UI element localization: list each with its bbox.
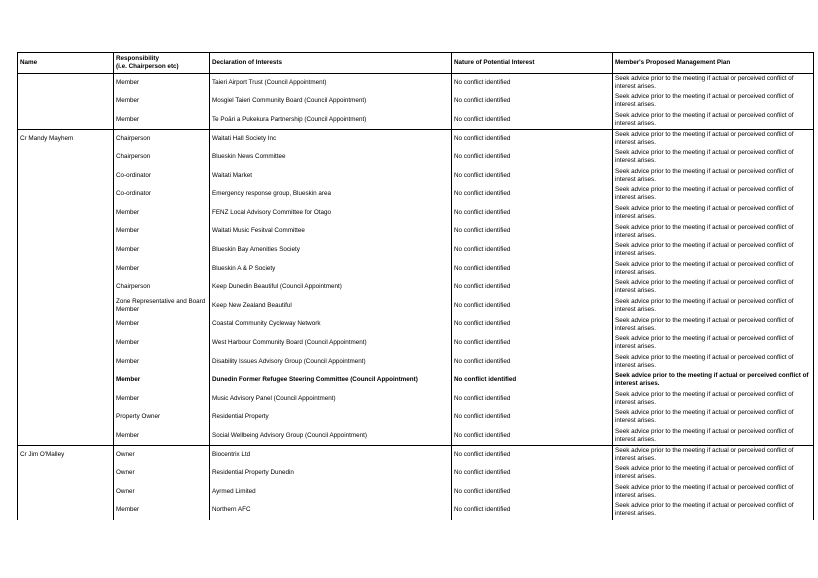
cell-plan: Seek advice prior to the meeting if actual or perceived conflict of interest arises. <box>613 222 814 241</box>
cell-responsibility: Property Owner <box>114 408 210 427</box>
table-row <box>18 74 814 93</box>
cell-name <box>18 222 114 241</box>
cell-plan: Seek advice prior to the meeting if actual or perceived conflict of interest arises. <box>613 111 814 130</box>
cell-name <box>18 204 114 223</box>
cell-plan: Seek advice prior to the meeting if actual or perceived conflict of interest arises. <box>613 185 814 204</box>
cell-responsibility: Member <box>114 315 210 334</box>
cell-plan: Seek advice prior to the meeting if actual or perceived conflict of interest arises. <box>613 315 814 334</box>
cell-declaration: Te Poāri a Pukekura Partnership (Council Appointment) <box>210 111 452 130</box>
table-row <box>18 92 814 111</box>
cell-nature: No conflict identified <box>452 204 613 223</box>
table-row <box>18 408 814 427</box>
cell-responsibility: Member <box>114 222 210 241</box>
cell-nature: No conflict identified <box>452 222 613 241</box>
cell-declaration: FENZ Local Advisory Committee for Otago <box>210 204 452 223</box>
cell-declaration: West Harbour Community Board (Council Appointment) <box>210 334 452 353</box>
cell-declaration: Disability Issues Advisory Group (Council Appointment) <box>210 352 452 371</box>
cell-declaration: Ayrmed Limited <box>210 483 452 502</box>
cell-name <box>18 427 114 446</box>
cell-name <box>18 241 114 260</box>
cell-declaration: Blueskin Bay Amenities Society <box>210 241 452 260</box>
cell-name: Cr Mandy Mayhem <box>18 129 114 148</box>
header-plan: Member's Proposed Management Plan <box>613 53 814 74</box>
cell-nature: No conflict identified <box>452 315 613 334</box>
cell-plan: Seek advice prior to the meeting if actual or perceived conflict of interest arises. <box>613 371 814 390</box>
table-row <box>18 427 814 446</box>
cell-responsibility: Chairperson <box>114 278 210 297</box>
cell-responsibility: Owner <box>114 445 210 464</box>
cell-nature: No conflict identified <box>452 445 613 464</box>
cell-nature: No conflict identified <box>452 334 613 353</box>
cell-name <box>18 111 114 130</box>
cell-responsibility: Owner <box>114 483 210 502</box>
cell-responsibility: Co-ordinator <box>114 166 210 185</box>
table-row <box>18 278 814 297</box>
cell-plan: Seek advice prior to the meeting if actual or perceived conflict of interest arises. <box>613 501 814 520</box>
cell-responsibility: Member <box>114 74 210 93</box>
cell-plan: Seek advice prior to the meeting if actual or perceived conflict of interest arises. <box>613 483 814 502</box>
cell-plan: Seek advice prior to the meeting if actual or perceived conflict of interest arises. <box>613 241 814 260</box>
cell-plan: Seek advice prior to the meeting if actual or perceived conflict of interest arises. <box>613 352 814 371</box>
cell-plan: Seek advice prior to the meeting if actual or perceived conflict of interest arises. <box>613 166 814 185</box>
cell-plan: Seek advice prior to the meeting if actual or perceived conflict of interest arises. <box>613 390 814 409</box>
cell-name <box>18 501 114 520</box>
table-row <box>18 111 814 130</box>
table-row <box>18 297 814 316</box>
cell-nature: No conflict identified <box>452 352 613 371</box>
cell-name: Cr Jim O'Malley <box>18 445 114 464</box>
cell-declaration: Residential Property <box>210 408 452 427</box>
cell-plan: Seek advice prior to the meeting if actual or perceived conflict of interest arises. <box>613 297 814 316</box>
cell-responsibility: Member <box>114 501 210 520</box>
cell-plan: Seek advice prior to the meeting if actual or perceived conflict of interest arises. <box>613 427 814 446</box>
cell-declaration: Keep Dunedin Beautiful (Council Appointment) <box>210 278 452 297</box>
cell-plan: Seek advice prior to the meeting if actual or perceived conflict of interest arises. <box>613 148 814 167</box>
cell-name <box>18 371 114 390</box>
cell-nature: No conflict identified <box>452 185 613 204</box>
cell-declaration: Waitati Market <box>210 166 452 185</box>
table-row <box>18 259 814 278</box>
cell-nature: No conflict identified <box>452 148 613 167</box>
cell-responsibility: Member <box>114 334 210 353</box>
table-row <box>18 185 814 204</box>
table-row <box>18 148 814 167</box>
header-nature: Nature of Potential Interest <box>452 53 613 74</box>
cell-plan: Seek advice prior to the meeting if actual or perceived conflict of interest arises. <box>613 278 814 297</box>
cell-nature: No conflict identified <box>452 483 613 502</box>
cell-declaration: Residential Property Dunedin <box>210 464 452 483</box>
cell-declaration: Social Wellbeing Advisory Group (Council Appointment) <box>210 427 452 446</box>
cell-responsibility: Member <box>114 111 210 130</box>
table-row <box>18 204 814 223</box>
cell-nature: No conflict identified <box>452 501 613 520</box>
cell-nature: No conflict identified <box>452 427 613 446</box>
table-body <box>18 74 814 520</box>
cell-name <box>18 278 114 297</box>
table-row <box>18 166 814 185</box>
cell-declaration: Dunedin Former Refugee Steering Committee (Council Appointment) <box>210 371 452 390</box>
cell-nature: No conflict identified <box>452 278 613 297</box>
cell-declaration: Northern AFC <box>210 501 452 520</box>
cell-responsibility: Member <box>114 92 210 111</box>
cell-name <box>18 259 114 278</box>
cell-nature: No conflict identified <box>452 111 613 130</box>
cell-nature: No conflict identified <box>452 92 613 111</box>
cell-name <box>18 352 114 371</box>
cell-responsibility: Member <box>114 241 210 260</box>
table-row <box>18 334 814 353</box>
cell-plan: Seek advice prior to the meeting if actual or perceived conflict of interest arises. <box>613 334 814 353</box>
cell-declaration: Emergency response group, Blueskin area <box>210 185 452 204</box>
cell-name <box>18 334 114 353</box>
cell-name <box>18 74 114 93</box>
cell-declaration: Waitati Music Fesitval Committee <box>210 222 452 241</box>
cell-declaration: Waitati Hall Society Inc <box>210 129 452 148</box>
cell-responsibility: Member <box>114 390 210 409</box>
cell-nature: No conflict identified <box>452 259 613 278</box>
cell-plan: Seek advice prior to the meeting if actual or perceived conflict of interest arises. <box>613 74 814 93</box>
cell-plan: Seek advice prior to the meeting if actual or perceived conflict of interest arises. <box>613 259 814 278</box>
cell-name <box>18 166 114 185</box>
cell-declaration: Biocentrix Ltd <box>210 445 452 464</box>
cell-name <box>18 297 114 316</box>
cell-nature: No conflict identified <box>452 408 613 427</box>
cell-plan: Seek advice prior to the meeting if actual or perceived conflict of interest arises. <box>613 445 814 464</box>
cell-name <box>18 185 114 204</box>
cell-name <box>18 390 114 409</box>
table-row <box>18 390 814 409</box>
header-declaration: Declaration of Interests <box>210 53 452 74</box>
cell-declaration: Blueskin A & P Society <box>210 259 452 278</box>
table-row <box>18 129 814 148</box>
cell-responsibility: Member <box>114 259 210 278</box>
interests-register <box>17 52 809 520</box>
cell-responsibility: Chairperson <box>114 148 210 167</box>
cell-name <box>18 464 114 483</box>
cell-plan: Seek advice prior to the meeting if actual or perceived conflict of interest arises. <box>613 464 814 483</box>
cell-declaration: Keep New Zealand Beautiful <box>210 297 452 316</box>
cell-nature: No conflict identified <box>452 297 613 316</box>
interests-table <box>17 52 814 520</box>
cell-name <box>18 92 114 111</box>
cell-name <box>18 408 114 427</box>
cell-name <box>18 315 114 334</box>
cell-name <box>18 483 114 502</box>
cell-responsibility: Member <box>114 352 210 371</box>
cell-responsibility: Member <box>114 371 210 390</box>
cell-nature: No conflict identified <box>452 74 613 93</box>
cell-declaration: Taieri Airport Trust (Council Appointment) <box>210 74 452 93</box>
cell-declaration: Mosgiel Taieri Community Board (Council Appointment) <box>210 92 452 111</box>
table-row <box>18 241 814 260</box>
table-row <box>18 371 814 390</box>
cell-plan: Seek advice prior to the meeting if actual or perceived conflict of interest arises. <box>613 129 814 148</box>
header-name: Name <box>18 53 114 74</box>
cell-name <box>18 148 114 167</box>
cell-responsibility: Member <box>114 427 210 446</box>
table-row <box>18 315 814 334</box>
cell-nature: No conflict identified <box>452 241 613 260</box>
cell-plan: Seek advice prior to the meeting if actual or perceived conflict of interest arises. <box>613 92 814 111</box>
cell-nature: No conflict identified <box>452 390 613 409</box>
cell-plan: Seek advice prior to the meeting if actual or perceived conflict of interest arises. <box>613 408 814 427</box>
cell-nature: No conflict identified <box>452 166 613 185</box>
cell-responsibility: Owner <box>114 464 210 483</box>
cell-declaration: Blueskin News Committee <box>210 148 452 167</box>
cell-nature: No conflict identified <box>452 371 613 390</box>
cell-responsibility: Zone Representative and Board Member <box>114 297 210 316</box>
table-row <box>18 445 814 464</box>
cell-declaration: Music Advisory Panel (Council Appointment) <box>210 390 452 409</box>
table-row <box>18 483 814 502</box>
cell-declaration: Coastal Community Cycleway Network <box>210 315 452 334</box>
table-row <box>18 501 814 520</box>
cell-responsibility: Chairperson <box>114 129 210 148</box>
cell-nature: No conflict identified <box>452 464 613 483</box>
header-row <box>18 53 814 74</box>
table-row <box>18 464 814 483</box>
table-row <box>18 352 814 371</box>
cell-nature: No conflict identified <box>452 129 613 148</box>
cell-responsibility: Co-ordinator <box>114 185 210 204</box>
header-responsibility: Responsibility (i.e. Chairperson etc) <box>114 53 210 74</box>
cell-responsibility: Member <box>114 204 210 223</box>
cell-plan: Seek advice prior to the meeting if actual or perceived conflict of interest arises. <box>613 204 814 223</box>
table-row <box>18 222 814 241</box>
